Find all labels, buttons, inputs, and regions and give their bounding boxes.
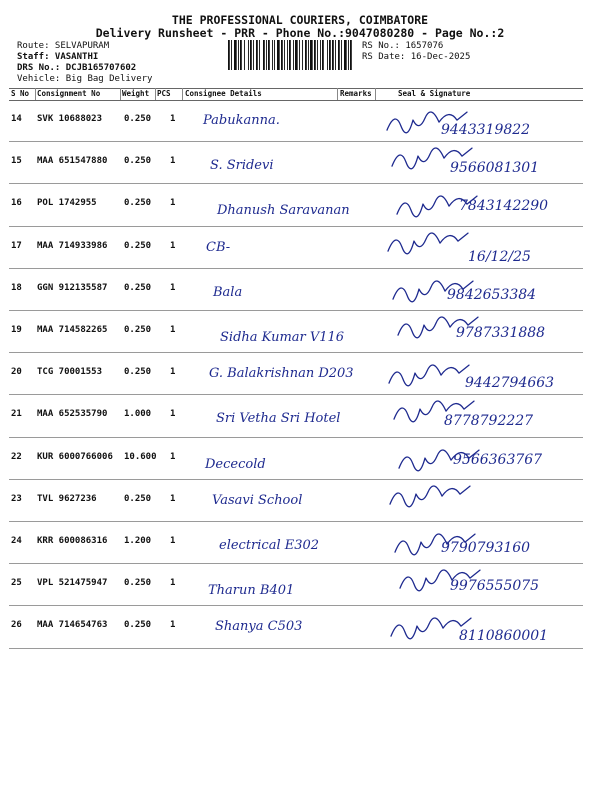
consignee-text: Pabukanna. [203, 113, 280, 129]
staff-label: Staff: VASANTHI [17, 52, 99, 62]
row-pcs: 1 [170, 367, 176, 378]
consignee-text: Sri Vetha Sri Hotel [216, 411, 341, 427]
table-row [9, 522, 583, 564]
row-pcs: 1 [170, 114, 176, 124]
row-consignment-no: POL 1742955 [37, 198, 97, 209]
rs-date: RS Date: 16-Dec-2025 [362, 52, 471, 62]
col-header-consignee: Consignee Details [185, 89, 262, 98]
signature [381, 395, 581, 437]
row-consignment-no: MAA 714654763 [37, 620, 108, 631]
row-pcs: 1 [170, 578, 176, 589]
signature-phone: 9790793160 [441, 540, 531, 557]
consignee-text: S. Sridevi [210, 158, 274, 174]
row-sno: 16 [11, 198, 22, 209]
company-title: THE PROFESSIONAL COURIERS, COIMBATORE [171, 13, 429, 27]
row-weight: 0.250 [124, 367, 152, 378]
row-sno: 26 [11, 620, 22, 631]
table-row [9, 480, 583, 522]
row-weight: 0.250 [124, 114, 152, 124]
row-pcs: 1 [170, 198, 176, 209]
table-row [9, 395, 583, 437]
signature-phone: 8778792227 [444, 413, 534, 430]
row-weight: 0.250 [124, 240, 152, 251]
consignee-handwriting [189, 100, 334, 142]
table-row [9, 353, 583, 395]
consignee-text: CB- [206, 239, 231, 255]
table-row [9, 311, 583, 353]
row-sno: 17 [11, 240, 22, 251]
signature-phone: 9566363767 [453, 451, 543, 468]
row-sno: 18 [11, 282, 22, 293]
vehicle-label: Vehicle: Big Bag Delivery [17, 74, 153, 84]
row-consignment-no: MAA 652535790 [37, 409, 108, 420]
row-weight: 1.200 [124, 536, 152, 546]
consignee-text: Sidha Kumar V116 [220, 330, 345, 346]
table-row [9, 184, 583, 226]
row-pcs: 1 [170, 620, 176, 631]
row-weight: 0.250 [124, 325, 152, 335]
signature [381, 269, 581, 311]
consignee-handwriting [189, 522, 334, 564]
signature [381, 522, 581, 564]
row-consignment-no: GGN 912135587 [37, 282, 108, 293]
signature [381, 100, 581, 142]
consignee-handwriting [189, 606, 334, 648]
signature-phone: 9566081301 [450, 160, 540, 177]
row-consignment-no: TCG 70001553 [37, 367, 103, 378]
rs-number: RS No.: 1657076 [362, 41, 444, 51]
signature [381, 564, 581, 606]
consignee-handwriting [189, 438, 334, 480]
row-pcs: 1 [170, 409, 176, 420]
route-label: Route: SELVAPURAM [17, 41, 110, 51]
signature-phone: 8110860001 [459, 628, 549, 645]
row-weight: 0.250 [124, 282, 152, 293]
signature [381, 353, 581, 395]
table-row [9, 564, 583, 606]
row-sno: 14 [11, 114, 22, 124]
consignee-text: Tharun B401 [208, 583, 295, 599]
table-row [9, 438, 583, 480]
consignee-handwriting [189, 353, 354, 395]
runsheet-subtitle: Delivery Runsheet - PRR - Phone No.:9047080280 - Page No.:2 [95, 26, 505, 40]
consignee-text: Dececold [205, 456, 266, 472]
signature-phone: 9442794663 [465, 375, 555, 392]
consignee-handwriting [189, 184, 350, 226]
row-sno: 15 [11, 156, 22, 167]
col-header-weight: Weight [122, 89, 150, 98]
table-row [9, 227, 583, 269]
signature-phone: 16/12/25 [468, 248, 531, 265]
col-header-sno: S No [11, 89, 30, 98]
table-row [9, 100, 583, 142]
consignee-text: electrical E302 [219, 538, 320, 554]
consignee-text: Vasavi School [212, 492, 303, 508]
signature [381, 227, 581, 269]
signature [381, 184, 581, 226]
row-sno: 20 [11, 367, 22, 378]
row-weight: 0.250 [124, 198, 152, 209]
row-consignment-no: MAA 651547880 [37, 156, 108, 167]
row-weight: 10.600 [124, 451, 157, 462]
signature-phone: 9787331888 [456, 325, 546, 342]
row-weight: 0.250 [124, 156, 152, 167]
signature [381, 142, 581, 184]
col-header-pcs: PCS [157, 89, 171, 98]
signature-phone: 7843142290 [459, 198, 549, 215]
row-weight: 1.000 [124, 409, 152, 420]
row-pcs: 1 [170, 325, 176, 335]
consignee-text: Dhanush Saravanan [217, 203, 350, 219]
row-consignment-no: SVK 10688023 [37, 114, 103, 124]
row-weight: 0.250 [124, 578, 152, 589]
barcode [228, 40, 356, 70]
row-sno: 24 [11, 536, 22, 546]
consignee-handwriting [189, 480, 334, 522]
row-weight: 0.250 [124, 493, 152, 504]
row-sno: 22 [11, 451, 22, 462]
runsheet-table [9, 88, 583, 648]
row-weight: 0.250 [124, 620, 152, 631]
consignee-text: Shanya C503 [215, 619, 303, 635]
col-header-signature: Seal & Signature [398, 89, 471, 98]
signature [381, 606, 581, 648]
row-pcs: 1 [170, 536, 176, 546]
row-pcs: 1 [170, 156, 176, 167]
table-row [9, 606, 583, 648]
row-pcs: 1 [170, 493, 176, 504]
row-sno: 21 [11, 409, 22, 420]
consignee-handwriting [189, 311, 345, 353]
signature [381, 480, 581, 522]
row-pcs: 1 [170, 240, 176, 251]
table-row [9, 142, 583, 184]
signature [381, 438, 581, 480]
row-consignment-no: VPL 521475947 [37, 578, 108, 589]
col-header-remarks: Remarks [340, 89, 372, 98]
consignee-handwriting [189, 269, 334, 311]
row-sno: 19 [11, 325, 22, 335]
consignee-handwriting [189, 395, 341, 437]
consignee-text: Bala [213, 284, 243, 300]
consignee-handwriting [189, 564, 334, 606]
row-pcs: 1 [170, 451, 176, 462]
col-header-consignment: Consignment No [37, 89, 101, 98]
signature-phone: 9443319822 [441, 122, 531, 139]
row-consignment-no: MAA 714933986 [37, 240, 108, 251]
row-consignment-no: MAA 714582265 [37, 325, 108, 335]
signature-phone: 9976555075 [450, 578, 540, 595]
signature-phone: 9842653384 [447, 286, 537, 303]
signature [381, 311, 581, 353]
row-consignment-no: TVL 9627236 [37, 493, 97, 504]
consignee-text: G. Balakrishnan D203 [209, 366, 354, 382]
row-consignment-no: KUR 6000766006 [37, 451, 113, 462]
table-row [9, 269, 583, 311]
drs-label: DRS No.: DCJB165707602 [17, 63, 137, 73]
consignee-handwriting [189, 227, 334, 269]
row-consignment-no: KRR 600086316 [37, 536, 108, 546]
row-pcs: 1 [170, 282, 176, 293]
row-sno: 25 [11, 578, 22, 589]
row-sno: 23 [11, 493, 22, 504]
consignee-handwriting [189, 142, 334, 184]
